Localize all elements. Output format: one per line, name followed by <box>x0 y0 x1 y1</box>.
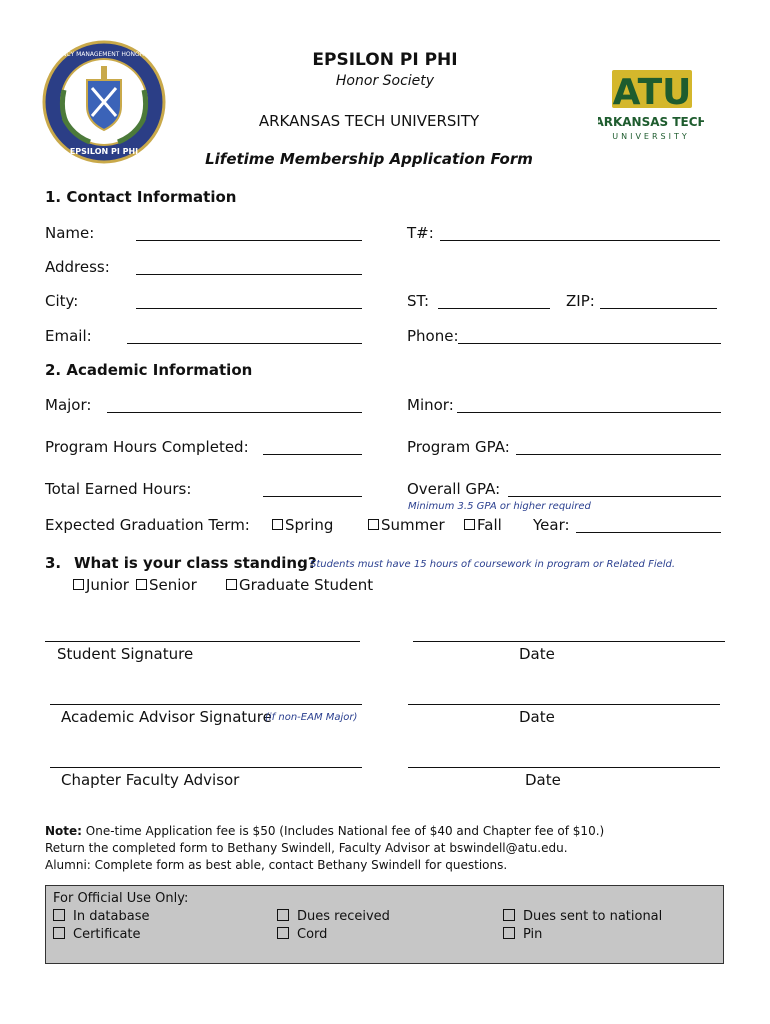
seal-top-text: EMERGENCY MANAGEMENT HONOR SOCIETY <box>42 51 166 58</box>
state-label: ST: <box>407 292 430 310</box>
checkbox-icon <box>503 909 515 921</box>
note-label: Note: <box>45 824 82 838</box>
official-in-database[interactable] <box>53 909 149 924</box>
official-dues-received[interactable] <box>277 909 390 924</box>
term-spring-option[interactable] <box>272 516 333 534</box>
t-number-label: T#: <box>407 224 434 242</box>
zip-field[interactable] <box>600 308 717 309</box>
t-number-field[interactable] <box>440 240 720 241</box>
overall-gpa-label: Overall GPA: <box>407 480 501 498</box>
minor-label: Minor: <box>407 396 454 414</box>
term-summer-option[interactable] <box>368 516 445 534</box>
atu-logo-letters: ATU <box>612 72 692 113</box>
checkbox-icon <box>136 579 147 590</box>
name-label: Name: <box>45 224 95 242</box>
page-title: EPSILON PI PHI <box>312 50 458 70</box>
zip-label: ZIP: <box>566 292 595 310</box>
student-date-label: Date <box>519 645 555 663</box>
city-field[interactable] <box>136 308 362 309</box>
grad-term-label: Expected Graduation Term: <box>45 516 250 534</box>
minor-field[interactable] <box>457 412 721 413</box>
name-field[interactable] <box>136 240 362 241</box>
advisor-date-label: Date <box>519 708 555 726</box>
major-field[interactable] <box>107 412 362 413</box>
phone-field[interactable] <box>458 343 721 344</box>
official-item-label: Pin <box>523 927 543 942</box>
checkbox-icon <box>53 909 65 921</box>
standing-junior-label: Junior <box>86 576 129 594</box>
email-field[interactable] <box>127 343 362 344</box>
standing-graduate-label: Graduate Student <box>239 576 374 594</box>
term-spring-label: Spring <box>285 516 334 534</box>
atu-logo-sub: UNIVERSITY <box>612 132 690 141</box>
program-gpa-label: Program GPA: <box>407 438 510 456</box>
phone-label: Phone: <box>407 327 459 345</box>
note-line3: Alumni: Complete form as best able, contact Bethany Swindell for questions. <box>45 858 508 872</box>
section2-heading: 2. Academic Information <box>45 361 253 379</box>
official-item-label: Dues received <box>297 909 390 924</box>
year-field[interactable] <box>576 532 721 533</box>
section3-heading: What is your class standing? <box>74 554 317 572</box>
standing-junior-option[interactable] <box>73 576 129 594</box>
checkbox-icon <box>277 909 289 921</box>
official-item-label: Dues sent to national <box>523 909 663 924</box>
checkbox-icon <box>73 579 84 590</box>
total-hours-label: Total Earned Hours: <box>45 480 192 498</box>
chapter-signature-label: Chapter Faculty Advisor <box>61 771 240 789</box>
form-title: Lifetime Membership Application Form <box>205 150 533 168</box>
checkbox-icon <box>53 927 65 939</box>
section3-number: 3. <box>45 554 62 572</box>
student-date-line[interactable] <box>413 641 725 642</box>
atu-logo-name: ARKANSAS TECH <box>598 115 704 129</box>
note-line1: One-time Application fee is $50 (Includes National fee of $40 and Chapter fee of $10.) <box>85 824 605 838</box>
address-field[interactable] <box>136 274 362 275</box>
chapter-signature-line[interactable] <box>50 767 362 768</box>
official-item-label: Certificate <box>73 927 141 942</box>
university-name: ARKANSAS TECH UNIVERSITY <box>258 112 480 130</box>
overall-gpa-field[interactable] <box>508 496 721 497</box>
checkbox-icon <box>277 927 289 939</box>
advisor-signature-label: Academic Advisor Signature <box>61 708 272 726</box>
standing-graduate-option[interactable] <box>226 576 373 594</box>
official-pin[interactable] <box>503 927 542 942</box>
page-subtitle: Honor Society <box>335 73 435 89</box>
official-use-title: For Official Use Only: <box>53 891 189 906</box>
program-hours-field[interactable] <box>263 454 362 455</box>
term-summer-label: Summer <box>381 516 445 534</box>
email-label: Email: <box>45 327 92 345</box>
address-label: Address: <box>45 258 110 276</box>
checkbox-icon <box>464 519 475 530</box>
state-field[interactable] <box>438 308 550 309</box>
city-label: City: <box>45 292 79 310</box>
standing-senior-label: Senior <box>149 576 197 594</box>
student-signature-label: Student Signature <box>57 645 194 663</box>
official-cord[interactable] <box>277 927 327 942</box>
gpa-requirement-note: Minimum 3.5 GPA or higher required <box>408 501 591 512</box>
chapter-date-label: Date <box>525 771 561 789</box>
class-standing-note: Students must have 15 hours of coursework in program or Related Field. <box>310 559 676 570</box>
program-gpa-field[interactable] <box>516 454 721 455</box>
official-dues-sent[interactable] <box>503 909 662 924</box>
section1-heading: 1. Contact Information <box>45 188 237 206</box>
note-line2: Return the completed form to Bethany Swindell, Faculty Advisor at bswindell@atu.edu. <box>45 841 568 855</box>
official-certificate[interactable] <box>53 927 141 942</box>
checkbox-icon <box>368 519 379 530</box>
official-item-label: Cord <box>297 927 328 942</box>
advisor-signature-line[interactable] <box>50 704 362 705</box>
advisor-date-line[interactable] <box>408 704 720 705</box>
official-item-label: In database <box>73 909 150 924</box>
advisor-signature-note: (if non-EAM Major) <box>265 712 358 723</box>
checkbox-icon <box>226 579 237 590</box>
term-fall-option[interactable] <box>464 516 502 534</box>
total-hours-field[interactable] <box>263 496 362 497</box>
major-label: Major: <box>45 396 92 414</box>
program-hours-label: Program Hours Completed: <box>45 438 249 456</box>
chapter-date-line[interactable] <box>408 767 720 768</box>
checkbox-icon <box>272 519 283 530</box>
student-signature-line[interactable] <box>45 641 360 642</box>
term-fall-label: Fall <box>477 516 502 534</box>
standing-senior-option[interactable] <box>136 576 197 594</box>
seal-bottom-text: EPSILON PI PHI <box>69 147 139 156</box>
year-label: Year: <box>533 516 570 534</box>
checkbox-icon <box>503 927 515 939</box>
fee-note <box>45 824 604 838</box>
